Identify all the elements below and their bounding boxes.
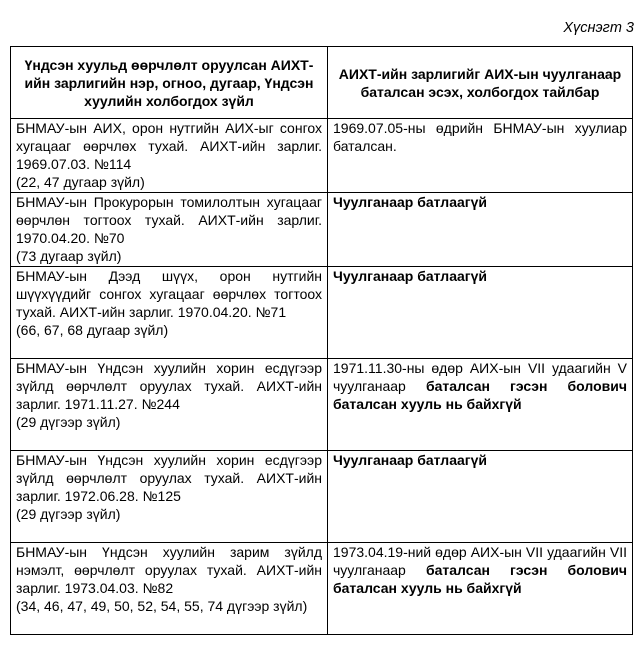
articles-text: (29 дүгээр зүйл) (16, 414, 121, 430)
decree-text: БНМАУ-ын Прокурорын томилолтын хугацааг өөрчлөн тогтоох тухай. АИХТ-ийн зарлиг. 1970.04.20. №70 (16, 194, 322, 246)
status-cell (328, 193, 633, 267)
status-bold-text: баталсан гэсэн болович баталсан хууль нь байхгүй (333, 562, 627, 596)
header-approval: АИХТ-ийн зарлигийг АИХ-ын чуулганаар баталсан эсэх, холбогдох тайлбар (328, 47, 633, 119)
table-row (11, 451, 633, 543)
status-text: 1971.11.30-ны өдөр АИХ-ын VII удаагийн V чуулганаар (333, 360, 627, 394)
table-caption: Хүснэгт 3 (563, 20, 634, 36)
articles-text: (66, 67, 68 дугаар зүйл) (16, 322, 169, 338)
status-bold-text: Чуулганаар батлаагүй (333, 194, 487, 210)
table-header-row (11, 47, 633, 119)
status-text: 1969.07.05-ны өдрийн БНМАУ-ын хуулиар баталсан. (333, 120, 627, 154)
table-row (11, 119, 633, 193)
status-cell (328, 267, 633, 359)
decree-text: БНМАУ-ын Дээд шүүх, орон нутгийн шүүхүүдийг сонгох хугацааг өөрчлөх тогтоох тухай. АИХТ-ийн зарлиг. 1970.04.20. №71 (16, 268, 322, 320)
decree-cell (11, 119, 328, 193)
decree-text: БНМАУ-ын АИХ, орон нутгийн АИХ-ыг сонгох хугацааг өөрчлөх тухай. АИХТ-ийн зарлиг. 1969.07.03. №114 (16, 120, 322, 172)
articles-text: (34, 46, 47, 49, 50, 52, 54, 55, 74 дүгээр зүйл) (16, 598, 308, 614)
table-row (11, 359, 633, 451)
decree-cell (11, 359, 328, 451)
table-row (11, 193, 633, 267)
status-bold-text: баталсан гэсэн болович баталсан хууль нь байхгүй (333, 378, 627, 412)
table-row (11, 267, 633, 359)
status-bold-text: Чуулганаар батлаагүй (333, 452, 487, 468)
decree-cell (11, 543, 328, 635)
status-cell (328, 359, 633, 451)
decree-text: БНМАУ-ын Үндсэн хуулийн хорин есдүгээр зүйлд өөрчлөлт оруулах тухай. АИХТ-ийн зарлиг. 1971.11.27. №244 (16, 360, 322, 412)
status-cell (328, 451, 633, 543)
articles-text: (22, 47 дугаар зүйл) (16, 174, 145, 190)
articles-text: (29 дүгээр зүйл) (16, 506, 121, 522)
status-cell (328, 119, 633, 193)
decree-cell (11, 193, 328, 267)
table-row (11, 543, 633, 635)
articles-text: (73 дугаар зүйл) (16, 248, 122, 264)
decree-text: БНМАУ-ын Үндсэн хуулийн хорин есдүгээр зүйлд өөрчлөлт оруулах тухай. АИХТ-ийн зарлиг. 1972.06.28. №125 (16, 452, 322, 504)
status-text: 1973.04.19-ний өдөр АИХ-ын VII удаагийн VII чуулганаар (333, 544, 627, 578)
decree-cell (11, 451, 328, 543)
decrees-table (10, 46, 633, 635)
header-decree: Үндсэн хуульд өөрчлөлт оруулсан АИХТ-ийн зарлигийн нэр, огноо, дугаар, Үндсэн хуулийн холбогдох зүйл (11, 47, 328, 119)
status-cell (328, 543, 633, 635)
status-bold-text: Чуулганаар батлаагүй (333, 268, 487, 284)
decree-cell (11, 267, 328, 359)
decree-text: БНМАУ-ын Үндсэн хуулийн зарим зүйлд нэмэлт, өөрчлөлт оруулах тухай. АИХТ-ийн зарлиг. 1973.04.03. №82 (16, 544, 322, 596)
